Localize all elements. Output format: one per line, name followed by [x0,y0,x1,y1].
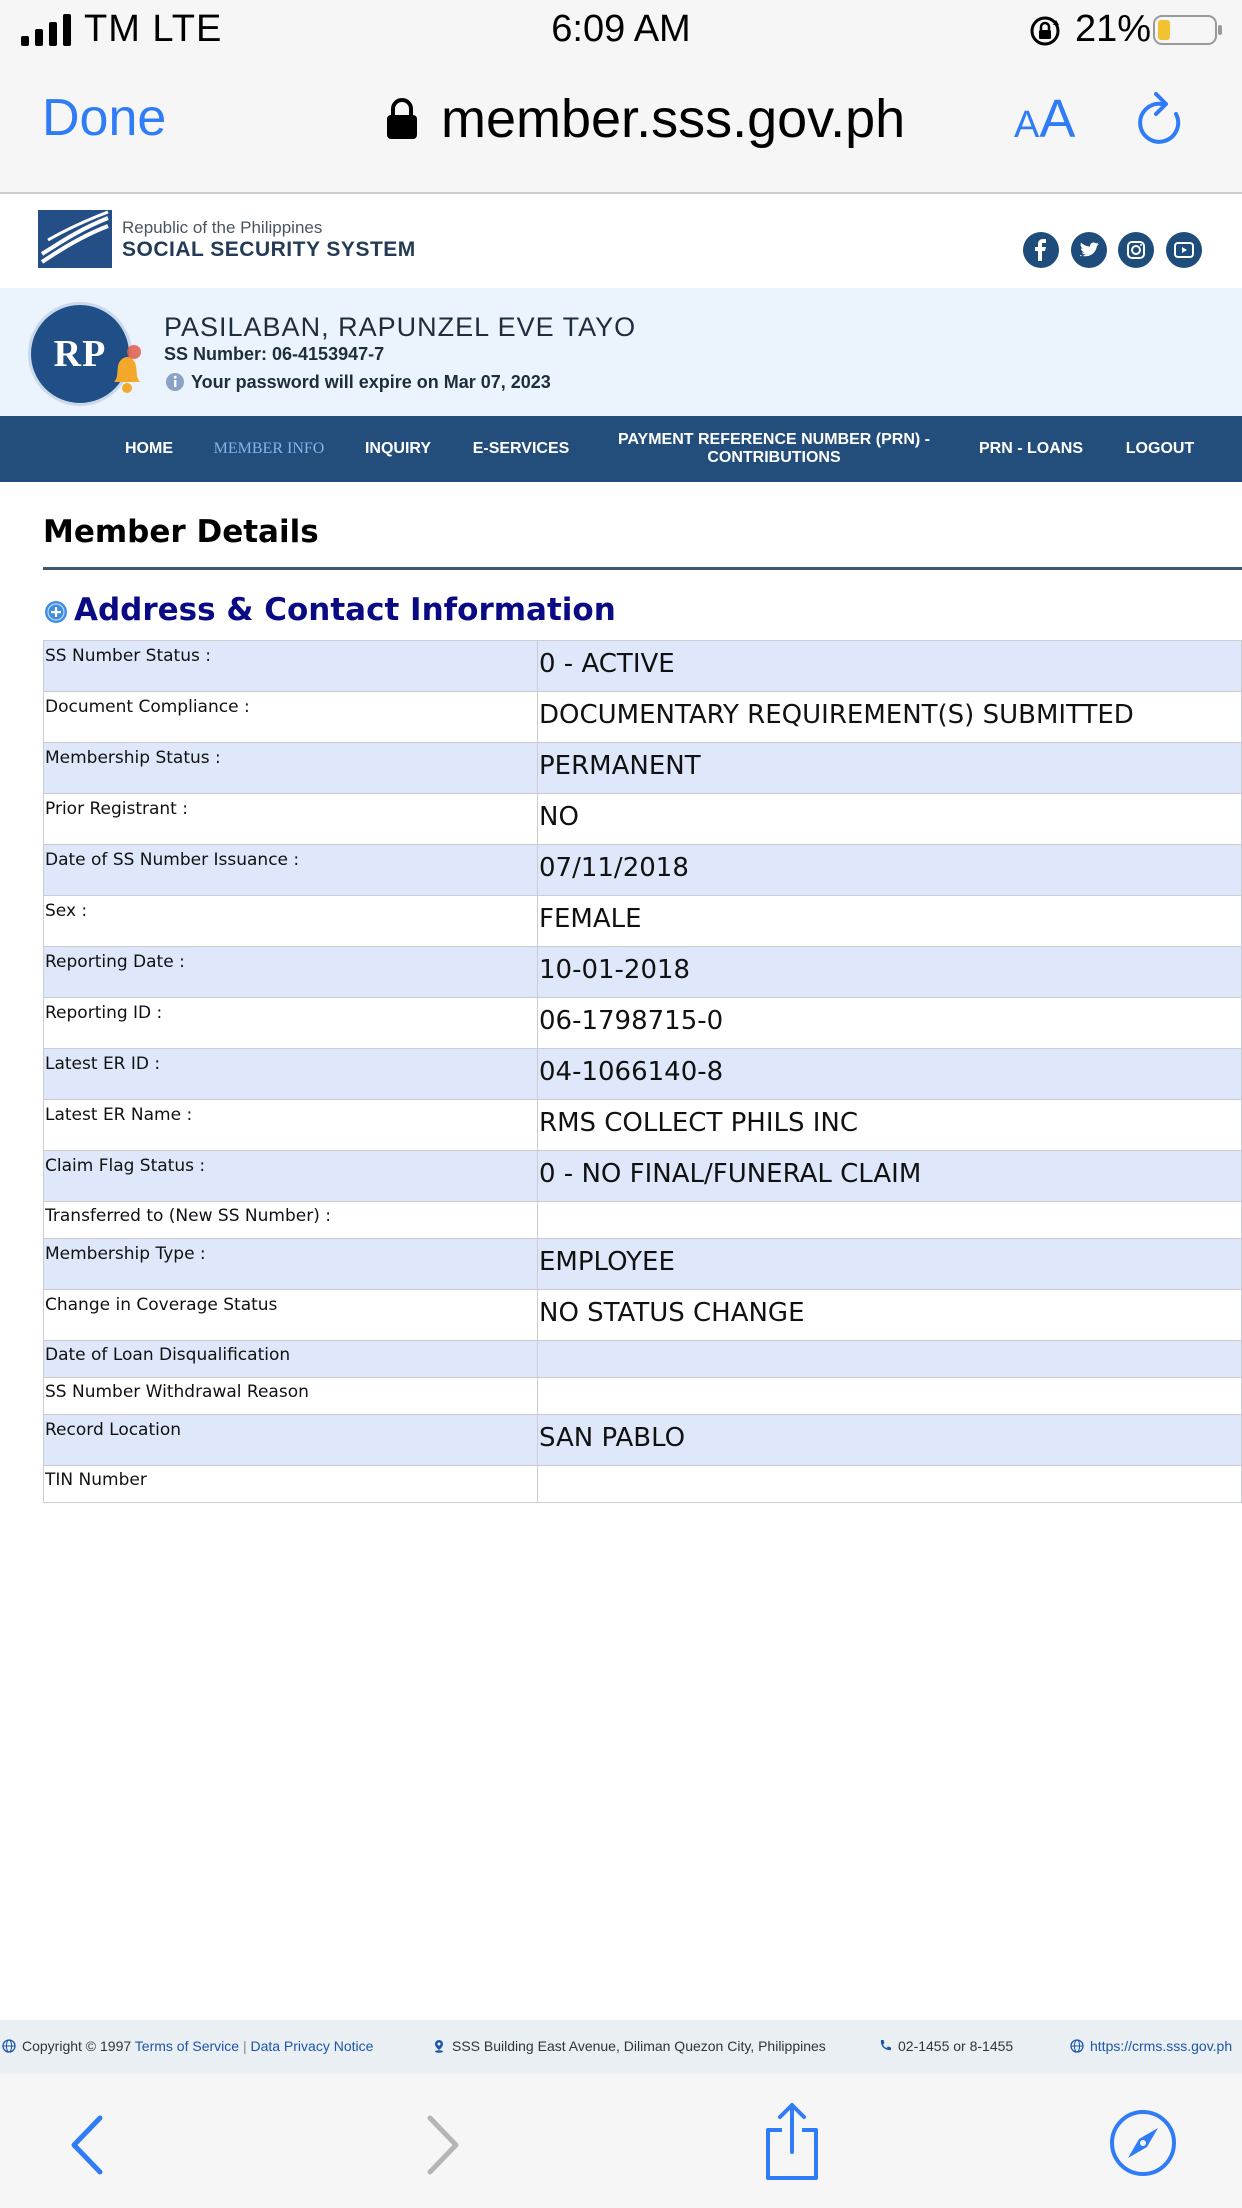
copyright-text: Copyright © 1997 [22,2038,132,2054]
nav-member-info[interactable]: MEMBER INFO [213,440,325,457]
row-value: 0 - ACTIVE [538,641,1242,692]
table-row [44,896,1242,947]
row-value [538,1378,1242,1415]
table-row [44,692,1242,743]
row-value: 04-1066140-8 [538,1049,1242,1100]
table-row [44,1341,1242,1378]
table-row [44,1466,1242,1503]
battery-icon [1153,15,1223,45]
table-row [44,1290,1242,1341]
row-value: EMPLOYEE [538,1239,1242,1290]
browser-toolbar [0,2074,1242,2208]
notification-bell-icon[interactable] [104,344,148,396]
site-header [0,194,1242,289]
member-details-table [43,640,1242,1503]
row-value: 10-01-2018 [538,947,1242,998]
terms-of-service-link[interactable]: Terms of Service [134,2038,240,2054]
page-title: Member Details [43,514,319,550]
footer-website[interactable]: https://crms.sss.gov.ph [1070,2038,1232,2054]
row-label: Record Location [44,1415,538,1466]
nav-prn-loans[interactable]: PRN - LOANS [979,440,1083,457]
nav-logout[interactable]: LOGOUT [1125,440,1195,457]
row-label: Date of SS Number Issuance : [44,845,538,896]
title-divider [43,567,1242,570]
row-value [538,1341,1242,1378]
logo-republic-text: Republic of the Philippines [122,218,323,237]
table-row [44,845,1242,896]
row-label: SS Number Status : [44,641,538,692]
table-row [44,1151,1242,1202]
nav-prn-contributions[interactable]: PAYMENT REFERENCE NUMBER (PRN) - CONTRIBUTIONS [617,431,930,466]
url-field[interactable] [385,84,905,154]
table-row [44,1049,1242,1100]
table-row [44,998,1242,1049]
row-value [538,1202,1242,1239]
member-profile [0,288,1242,416]
location-pin-icon [432,2039,446,2053]
browser-address-bar [0,60,1242,194]
table-row [44,1378,1242,1415]
section-title-address-contact[interactable]: Address & Contact Information [74,592,616,628]
info-icon [165,372,185,392]
member-name: PASILABAN, RAPUNZEL EVE TAYO [164,312,637,342]
nav-inquiry[interactable]: INQUIRY [364,440,432,457]
share-icon[interactable] [760,2102,824,2182]
text-size-button[interactable]: AA [1014,89,1076,149]
table-row [44,1100,1242,1151]
row-value: FEMALE [538,896,1242,947]
row-value: SAN PABLO [538,1415,1242,1466]
clock: 6:09 AM [551,8,691,50]
table-row [44,794,1242,845]
row-label: Latest ER ID : [44,1049,538,1100]
table-row [44,947,1242,998]
main-nav [0,416,1242,482]
ss-number: SS Number: 06-4153947-7 [164,344,385,364]
row-label: SS Number Withdrawal Reason [44,1378,538,1415]
nav-e-services[interactable]: E-SERVICES [472,440,570,457]
row-value: 06-1798715-0 [538,998,1242,1049]
back-icon[interactable] [66,2114,106,2176]
phone-icon [878,2039,892,2053]
facebook-icon[interactable] [1023,232,1059,268]
row-label: Prior Registrant : [44,794,538,845]
footer-phone: 02-1455 or 8-1455 [878,2038,1013,2054]
row-label: Latest ER Name : [44,1100,538,1151]
carrier-label: TM LTE [84,8,223,50]
row-label: Transferred to (New SS Number) : [44,1202,538,1239]
instagram-icon[interactable] [1118,232,1154,268]
globe-icon [1070,2039,1084,2053]
table-row [44,1415,1242,1466]
row-value: NO [538,794,1242,845]
rotation-lock-icon [1028,14,1062,48]
row-value: PERMANENT [538,743,1242,794]
row-value: DOCUMENTARY REQUIREMENT(S) SUBMITTED [538,692,1242,743]
row-label: Claim Flag Status : [44,1151,538,1202]
status-bar [0,0,1242,60]
row-label: TIN Number [44,1466,538,1503]
row-label: Sex : [44,896,538,947]
compass-icon[interactable] [1108,2108,1178,2178]
site-footer [0,2020,1242,2074]
password-expiry-notice: Your password will expire on Mar 07, 2023 [191,372,551,392]
row-label: Membership Type : [44,1239,538,1290]
done-button[interactable]: Done [42,89,167,147]
table-row [44,743,1242,794]
table-row [44,1202,1242,1239]
forward-icon[interactable] [424,2114,464,2176]
data-privacy-link[interactable]: Data Privacy Notice [250,2038,374,2054]
logo-agency-text: SOCIAL SECURITY SYSTEM [122,238,416,261]
row-value: 07/11/2018 [538,845,1242,896]
row-label: Date of Loan Disqualification [44,1341,538,1378]
globe-icon [2,2039,16,2053]
row-value: 0 - NO FINAL/FUNERAL CLAIM [538,1151,1242,1202]
row-value: RMS COLLECT PHILS INC [538,1100,1242,1151]
reload-icon[interactable] [1136,90,1188,148]
row-label: Membership Status : [44,743,538,794]
row-label: Reporting Date : [44,947,538,998]
expand-section-icon[interactable] [44,600,68,624]
nav-home[interactable]: HOME [125,440,173,457]
youtube-icon[interactable] [1166,232,1202,268]
twitter-icon[interactable] [1071,232,1107,268]
row-value: NO STATUS CHANGE [538,1290,1242,1341]
footer-copyright-group: Copyright © 1997 Terms of Service | Data Privacy Notice [2,2038,373,2054]
lock-icon [385,97,419,141]
table-row [44,641,1242,692]
sss-logo-icon[interactable] [38,210,112,268]
row-label: Reporting ID : [44,998,538,1049]
battery-percent: 21% [1075,8,1152,50]
footer-address: SSS Building East Avenue, Diliman Quezon City, Philippines [432,2038,826,2054]
row-value [538,1466,1242,1503]
row-label: Change in Coverage Status [44,1290,538,1341]
table-row [44,1239,1242,1290]
avatar[interactable]: RP [28,302,132,406]
url-text: member.sss.gov.ph [441,89,906,149]
row-label: Document Compliance : [44,692,538,743]
